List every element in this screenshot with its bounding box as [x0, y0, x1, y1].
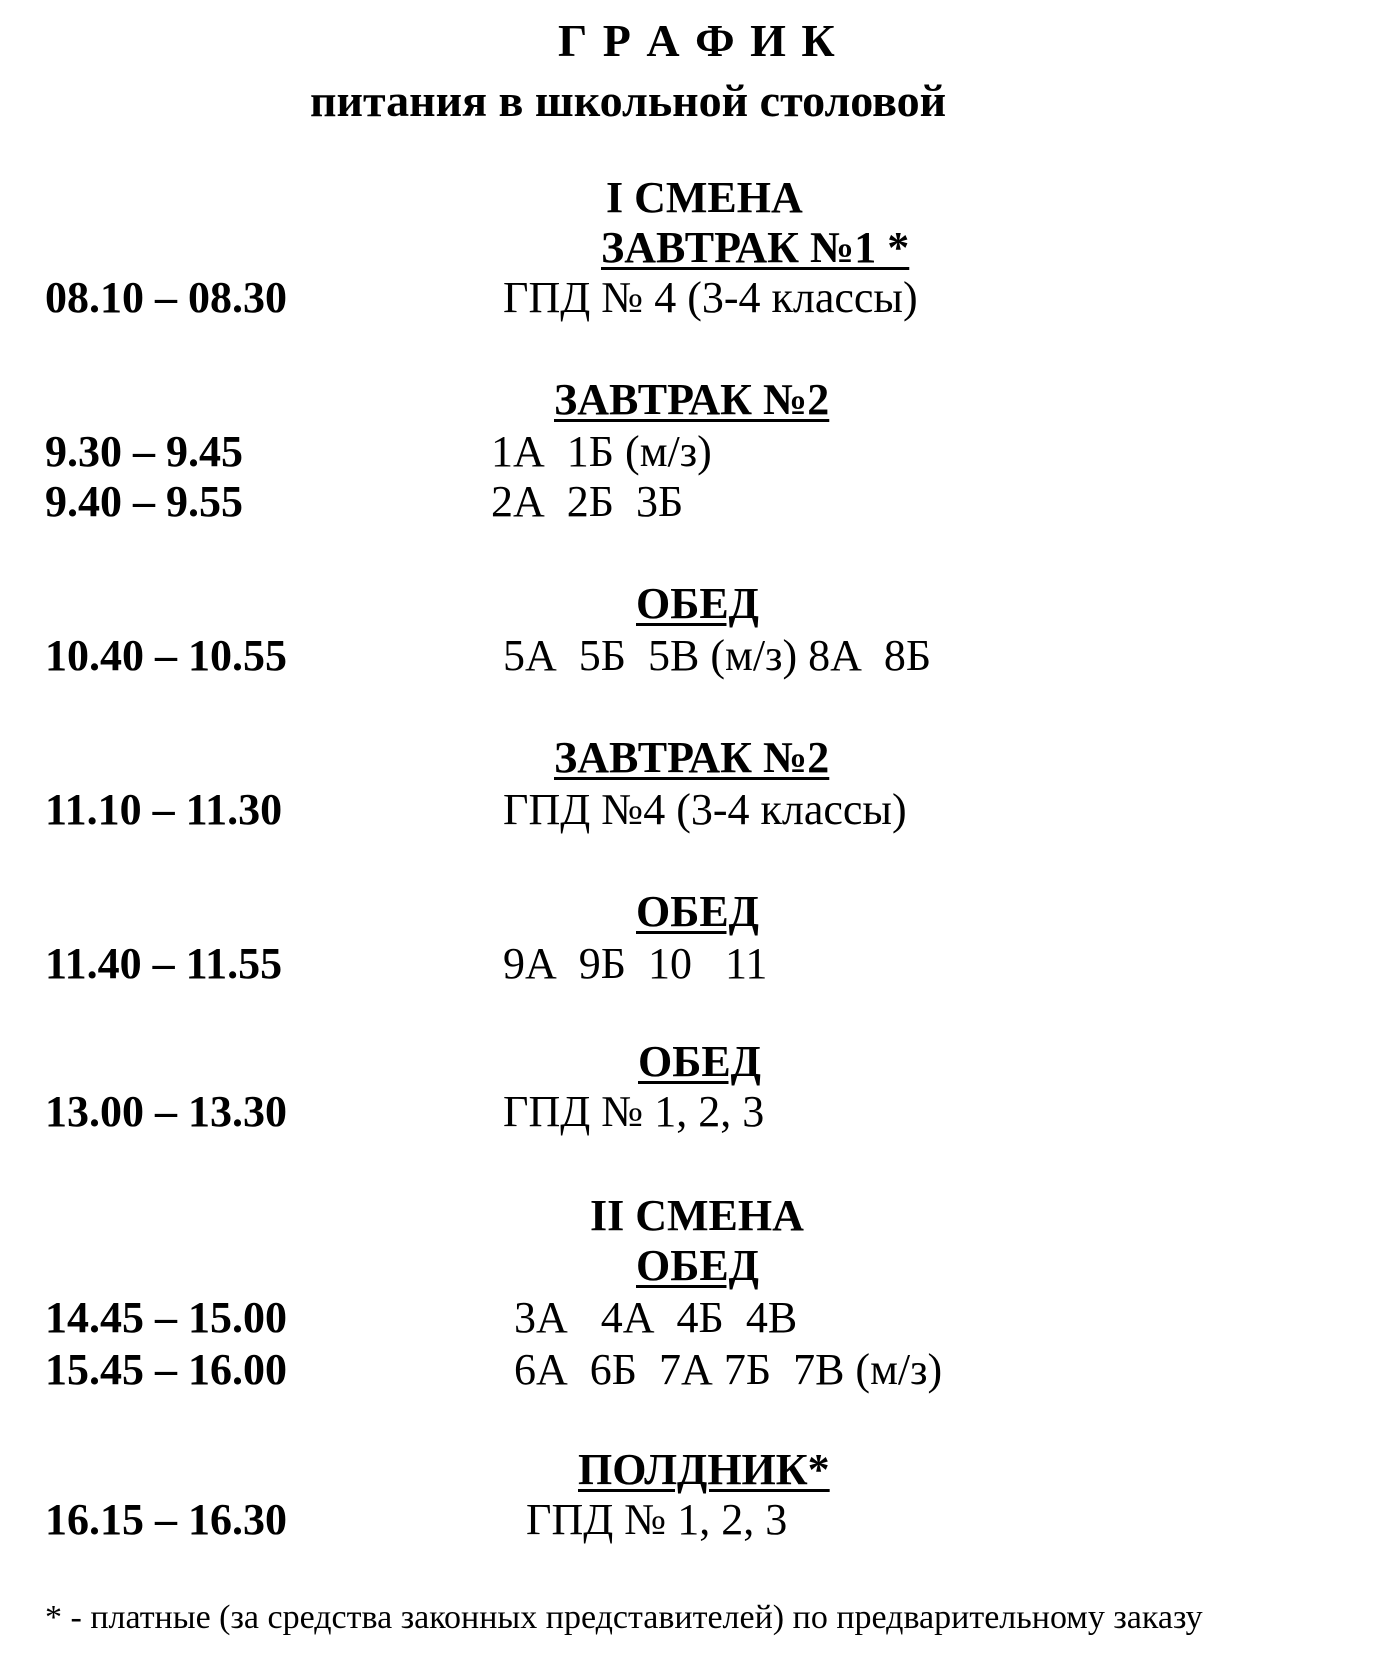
time-slot: 10.40 – 10.55 — [45, 631, 287, 680]
document-subtitle: питания в школьной столовой — [310, 75, 947, 126]
class-list: ГПД № 1, 2, 3 — [503, 1087, 765, 1136]
time-slot: 14.45 – 15.00 — [45, 1293, 287, 1342]
time-slot: 9.30 – 9.45 — [45, 427, 243, 476]
time-slot: 11.10 – 11.30 — [45, 785, 283, 834]
shift-1-heading: I СМЕНА — [606, 173, 803, 222]
time-slot: 08.10 – 08.30 — [45, 273, 287, 322]
class-list: 2А 2Б 3Б — [491, 477, 684, 526]
class-list: ГПД № 1, 2, 3 — [526, 1495, 788, 1544]
class-list: 6А 6Б 7А 7Б 7В (м/з) — [514, 1345, 943, 1394]
meal-heading-breakfast-1: ЗАВТРАК №1 * — [601, 223, 910, 272]
shift-2-heading: II СМЕНА — [590, 1191, 804, 1240]
class-list: ГПД №4 (3-4 классы) — [503, 785, 907, 834]
meal-heading-breakfast-2: ЗАВТРАК №2 — [554, 733, 830, 782]
meal-heading-afternoon-snack: ПОЛДНИК* — [578, 1445, 830, 1494]
class-list: 1А 1Б (м/з) — [491, 427, 712, 476]
meal-heading-lunch: ОБЕД — [638, 1037, 761, 1086]
class-list: ГПД № 4 (3-4 классы) — [503, 273, 918, 322]
meal-heading-lunch: ОБЕД — [636, 579, 759, 628]
class-list: 3А 4А 4Б 4В — [514, 1293, 798, 1342]
meal-heading-breakfast-2: ЗАВТРАК №2 — [554, 375, 830, 424]
time-slot: 9.40 – 9.55 — [45, 477, 243, 526]
meal-heading-lunch: ОБЕД — [636, 887, 759, 936]
class-list: 9А 9Б 10 11 — [503, 939, 768, 988]
time-slot: 13.00 – 13.30 — [45, 1087, 287, 1136]
footnote: * - платные (за средства законных представителей) по предварительному заказу — [45, 1599, 1203, 1636]
meal-heading-lunch: ОБЕД — [636, 1241, 759, 1290]
document-title: Г Р А Ф И К — [558, 15, 837, 66]
time-slot: 15.45 – 16.00 — [45, 1345, 287, 1394]
class-list: 5А 5Б 5В (м/з) 8А 8Б — [503, 631, 932, 680]
time-slot: 16.15 – 16.30 — [45, 1495, 287, 1544]
time-slot: 11.40 – 11.55 — [45, 939, 283, 988]
